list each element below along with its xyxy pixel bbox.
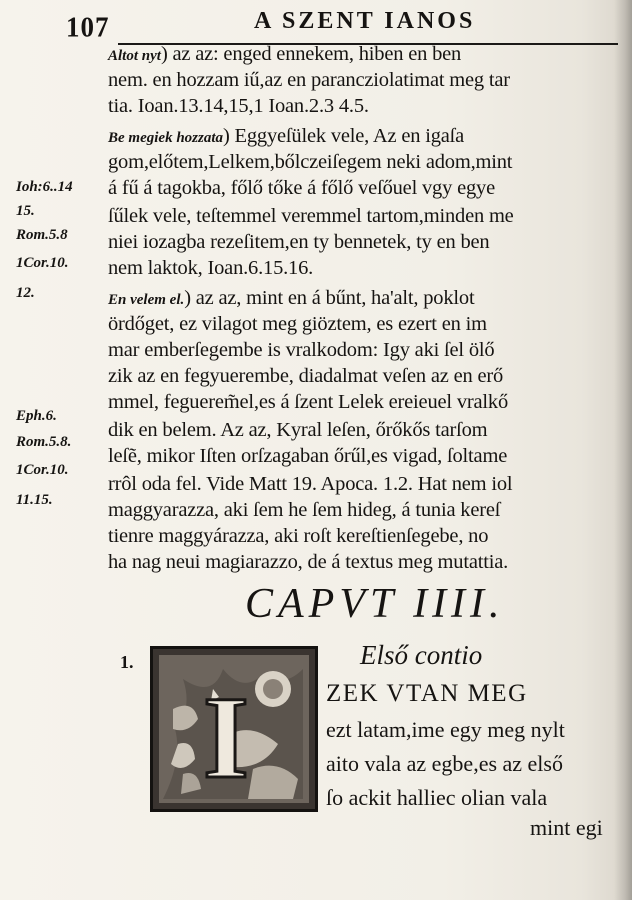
text-line <box>108 230 489 254</box>
margin-note: 12. <box>16 285 35 301</box>
line-text: leſẽ, mikor Iſten orſzagaban őrűl,es vigad, ſoltame <box>108 445 508 467</box>
line-text: mmel, feguerem̃el,es á ſzent Lelek ereieuel vralkő <box>108 391 508 413</box>
text-line <box>108 176 495 200</box>
woodcut-illustration <box>153 649 315 809</box>
text-line <box>108 94 369 118</box>
margin-note: 1Cor.10. <box>16 255 69 271</box>
margin-note: 11.15. <box>16 492 53 508</box>
text-line <box>108 444 507 468</box>
decorated-initial <box>150 646 318 812</box>
line-text: á fű á tagokba, főlő tőke á főlő veſőuel vgy egye <box>108 177 495 199</box>
text-line <box>108 364 503 388</box>
line-text: maggyarazza, aki ſem he ſem hideg, á tunia kereſ <box>108 499 501 521</box>
text-line <box>108 68 510 92</box>
line-text: ſűlek vele, teſtemmel veremmel tartom,minden me <box>108 205 514 227</box>
page-number: 107 <box>66 11 110 43</box>
line-text: ördőget, ez vilagot meg giöztem, es ezert en im <box>108 313 487 335</box>
line-text: dik en belem. Az az, Kyral leſen, őrőkős tarſom <box>108 419 488 441</box>
line-text: niei iozagba rezeſitem,en ty bennetek, ty en ben <box>108 231 490 253</box>
text-line <box>108 124 464 150</box>
text-line <box>108 418 487 442</box>
page-edge-shadow <box>614 0 632 900</box>
lemma: Altot nyt <box>108 48 161 64</box>
line-text: ha nag neui magiarazzo, de á textus meg mutattia. <box>108 551 509 573</box>
text-line <box>108 150 512 174</box>
line-text: nem laktok, Ioan.6.15.16. <box>108 257 314 279</box>
margin-note: Rom.5.8 <box>16 227 68 243</box>
line-text: mar emberſegembe is vralkodom: Igy aki ſel ölő <box>108 339 495 361</box>
line-text: ) az az: enged ennekem, hiben en ben <box>160 43 462 65</box>
chapter-text-line: ſo ackit halliec olian vala <box>326 785 548 810</box>
lemma: En velem el. <box>108 292 185 308</box>
chapter-heading: CAPVT IIII. <box>245 581 505 627</box>
line-text: tienre maggyárazza, aki roſt kereſtienſegebe, no <box>108 525 489 547</box>
initial-letter: I <box>203 672 249 803</box>
line-text: zik az en fegyuerembe, diadalmat veſen az en erő <box>108 365 504 387</box>
text-line <box>108 338 494 362</box>
line-text: nem. en hozzam iű,az en parancziolatimat meg tar <box>108 69 510 91</box>
running-head: A SZENT IANOS <box>254 8 476 34</box>
text-line <box>108 390 508 414</box>
margin-note: Rom.5.8. <box>16 434 72 450</box>
text-line <box>108 524 488 548</box>
text-line <box>108 498 500 522</box>
section-number: 1. <box>120 652 134 672</box>
page-header <box>66 6 618 46</box>
margin-note: Ioh:6..14 <box>16 179 73 195</box>
margin-note: 1Cor.10. <box>16 462 69 478</box>
lemma: Be megiek hozzata <box>108 130 223 146</box>
margin-note: Eph.6. <box>16 408 57 424</box>
chapter-subheading: Első contio <box>360 640 483 670</box>
chapter-text-line: ZEK VTAN MEG <box>326 680 528 707</box>
chapter-text-line: ezt latam,ime egy meg nylt <box>326 717 565 742</box>
line-text: ) Eggyeſülek vele, Az en igaſa <box>223 125 465 147</box>
line-text: tia. Ioan.13.14,15,1 Ioan.2.3 4.5. <box>108 95 369 117</box>
text-line <box>108 204 514 228</box>
text-line <box>108 42 461 68</box>
text-line <box>108 472 512 496</box>
text-line <box>108 286 474 312</box>
line-text: ) az az, mint en á bűnt, ha'alt, poklot <box>184 287 475 309</box>
text-line <box>108 312 487 336</box>
line-text: rrôl oda fel. Vide Matt 19. Apoca. 1.2. Hat nem iol <box>108 473 513 495</box>
chapter-text-line: mint egi <box>530 815 603 840</box>
text-line <box>108 256 313 280</box>
chapter-text-line: aito vala az egbe,es az első <box>326 751 563 776</box>
margin-note: 15. <box>16 203 35 219</box>
line-text: gom,előtem,Lelkem,bőlczeiſegem neki adom,mint <box>108 151 513 173</box>
text-line <box>108 550 508 574</box>
